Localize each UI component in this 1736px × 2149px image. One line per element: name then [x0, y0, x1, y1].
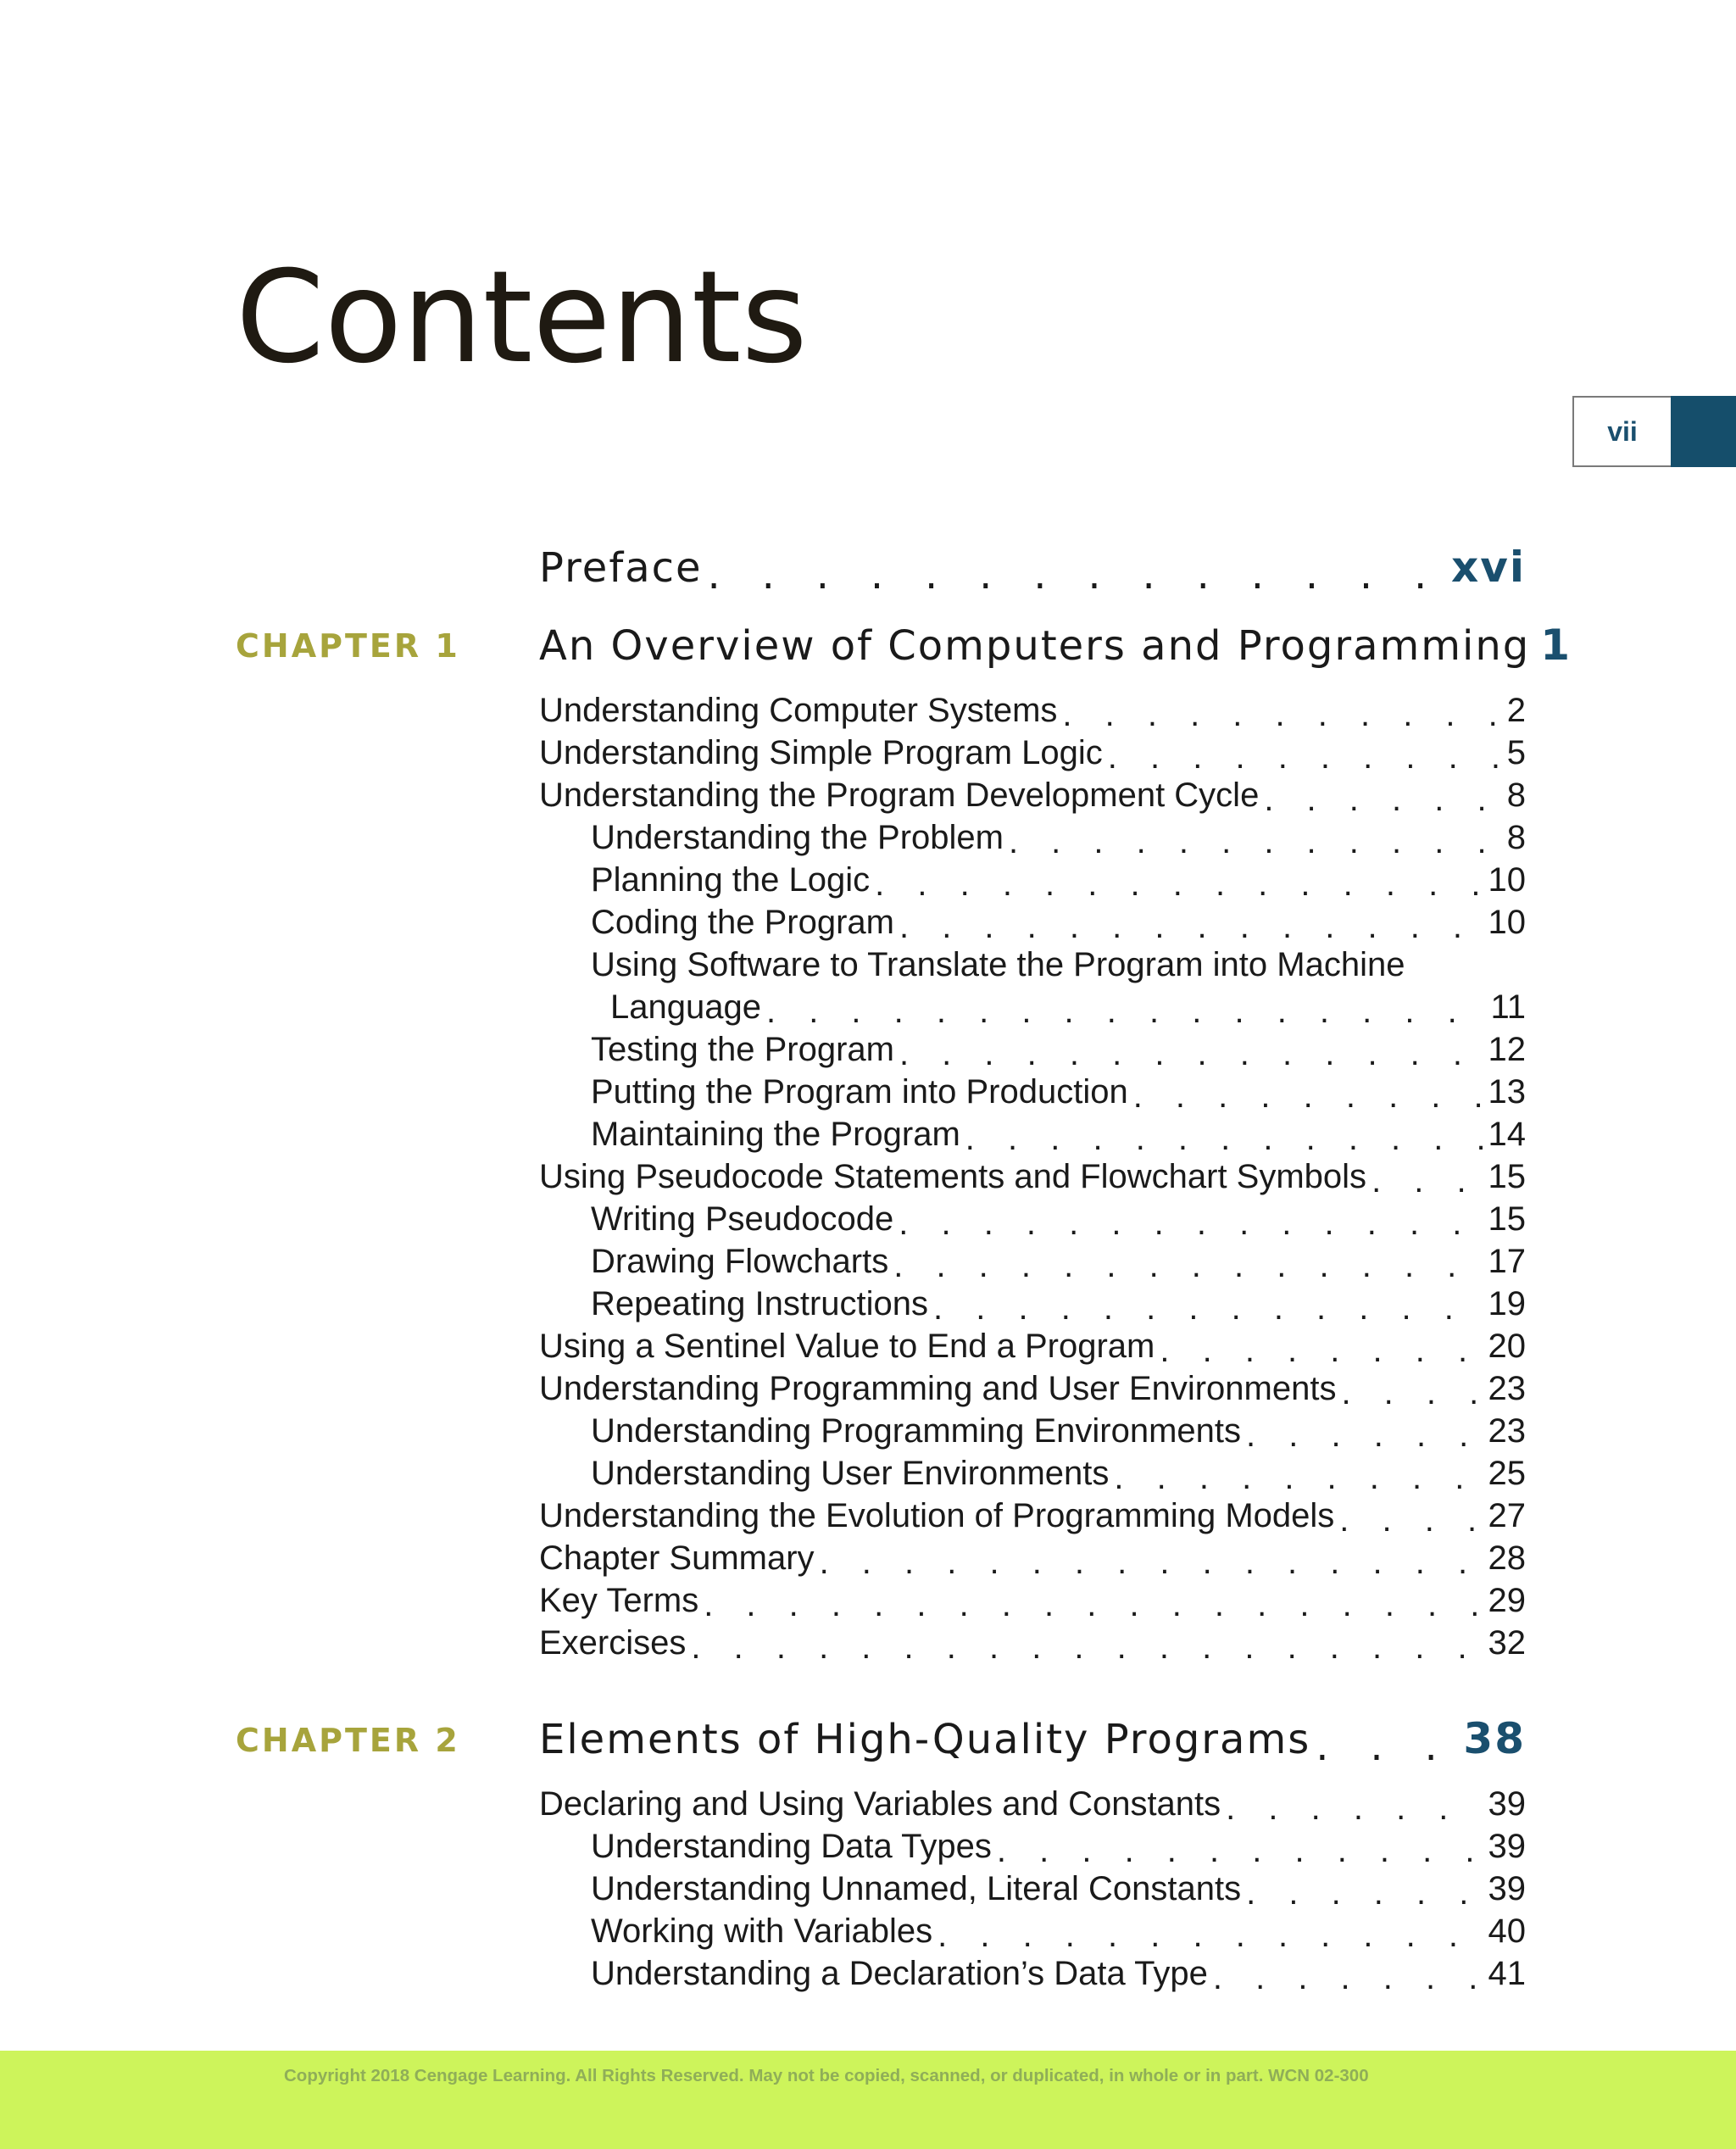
leader-dots	[1316, 1723, 1458, 1763]
toc-entry[interactable]	[539, 1154, 1526, 1196]
toc-entry-label: Preface	[539, 544, 703, 592]
toc-subentry[interactable]	[591, 1951, 1526, 1993]
leader-dots	[1341, 1374, 1483, 1408]
leader-dots	[1213, 1959, 1483, 1993]
toc-entry[interactable]	[539, 1620, 1526, 1662]
toc-entry-page: 10	[1488, 861, 1526, 899]
toc-subentry[interactable]	[591, 1069, 1526, 1111]
leader-dots	[965, 1120, 1483, 1154]
toc-chapter-title[interactable]	[539, 617, 1572, 670]
toc-entry-page: 1	[1540, 621, 1572, 670]
toc-subentry[interactable]	[591, 1823, 1526, 1866]
toc-entry-page: 39	[1488, 1870, 1526, 1907]
leader-dots	[899, 1035, 1483, 1069]
toc-entry-label: Testing the Program	[591, 1031, 894, 1068]
toc-entry-label: Understanding the Problem	[591, 819, 1004, 856]
toc-entry-label: Understanding Programming Environments	[591, 1412, 1242, 1450]
toc-entry-label: Maintaining the Program	[591, 1116, 960, 1153]
toc-entry-label: Working with Variables	[591, 1912, 933, 1950]
leader-dots	[1160, 1332, 1483, 1366]
page-tab-bar	[1671, 396, 1736, 467]
toc-entry-label: Drawing Flowcharts	[591, 1243, 889, 1280]
toc-entry-page: 17	[1488, 1243, 1526, 1280]
toc-entry-label: Understanding Computer Systems	[539, 692, 1058, 729]
leader-dots	[766, 993, 1486, 1027]
toc-entry-page: 38	[1463, 1714, 1526, 1763]
toc-subentry[interactable]	[591, 1866, 1526, 1908]
toc-subentry[interactable]	[591, 815, 1526, 857]
toc-entry-page: 12	[1488, 1031, 1526, 1068]
toc-entry-page: 13	[1488, 1073, 1526, 1111]
leader-dots	[938, 1917, 1483, 1951]
toc-subentry[interactable]	[591, 1908, 1526, 1951]
toc-subentry-continued[interactable]	[610, 984, 1526, 1027]
toc-entry[interactable]	[539, 1323, 1526, 1366]
leader-dots	[997, 1832, 1483, 1866]
toc-entry-page: 41	[1488, 1955, 1526, 1992]
leader-dots	[899, 1205, 1483, 1239]
toc-entry-page: 39	[1488, 1785, 1526, 1823]
page-number-tab: vii	[1572, 396, 1671, 467]
leader-dots	[1246, 1417, 1483, 1450]
leader-dots	[1264, 781, 1501, 815]
toc-entry-label: Understanding User Environments	[591, 1455, 1110, 1492]
toc-entry[interactable]	[539, 1578, 1526, 1620]
toc-entry-page: 11	[1490, 988, 1526, 1026]
toc-entry[interactable]	[539, 1366, 1526, 1408]
toc-entry-label: Declaring and Using Variables and Constants	[539, 1785, 1221, 1823]
toc-entry-label: Exercises	[539, 1624, 687, 1662]
toc-entry-page: 2	[1506, 692, 1526, 729]
chapter-label: CHAPTER 2	[236, 1722, 460, 1759]
toc-entry-label: Language	[610, 988, 761, 1026]
toc-entry[interactable]	[539, 730, 1526, 772]
toc-entry-page: 28	[1488, 1539, 1526, 1577]
toc-entry-label: Understanding Programming and User Environments	[539, 1370, 1337, 1407]
toc-entry-page: 5	[1506, 734, 1526, 771]
toc-entry-label: Repeating Instructions	[591, 1285, 929, 1322]
toc-preface[interactable]	[539, 539, 1526, 592]
leader-dots	[1246, 1874, 1483, 1908]
toc-subentry[interactable]	[591, 899, 1526, 942]
leader-dots	[893, 1247, 1483, 1281]
leader-dots	[933, 1289, 1483, 1323]
toc-entry-page: 20	[1488, 1328, 1526, 1365]
leader-dots	[1226, 1790, 1483, 1823]
leader-dots	[1339, 1501, 1483, 1535]
toc-entry-label: Using a Sentinel Value to End a Program	[539, 1328, 1155, 1365]
leader-dots	[708, 551, 1446, 592]
toc-entry-label: Understanding Unnamed, Literal Constants	[591, 1870, 1242, 1907]
toc-entry[interactable]	[539, 1493, 1526, 1535]
toc-entry-page: 14	[1488, 1116, 1526, 1153]
toc-entry[interactable]	[539, 1535, 1526, 1578]
toc-entry-label: Key Terms	[539, 1582, 699, 1619]
toc-subentry[interactable]	[591, 1111, 1526, 1154]
toc-entry-label: An Overview of Computers and Programming	[539, 622, 1531, 670]
toc-chapter-title[interactable]	[539, 1711, 1526, 1763]
toc-subentry[interactable]	[591, 857, 1526, 899]
leader-dots	[691, 1628, 1483, 1662]
leader-dots	[875, 866, 1483, 899]
toc-entry-label: Using Pseudocode Statements and Flowchart Symbols	[539, 1158, 1367, 1195]
toc-entry[interactable]	[539, 1781, 1526, 1823]
leader-dots	[899, 908, 1483, 942]
toc-subentry[interactable]	[591, 1196, 1526, 1239]
toc-entry-label: Using Software to Translate the Program into Machine	[591, 946, 1405, 983]
toc-entry-page: xvi	[1451, 543, 1526, 592]
page-title: Contents	[236, 244, 808, 392]
toc-entry[interactable]	[539, 772, 1526, 815]
toc-subentry[interactable]	[591, 1027, 1526, 1069]
toc-entry-page: 27	[1488, 1497, 1526, 1534]
toc-entry-page: 40	[1488, 1912, 1526, 1950]
toc-entry-label: Understanding Simple Program Logic	[539, 734, 1103, 771]
toc-subentry[interactable]	[591, 1450, 1526, 1493]
toc-entry-page: 8	[1506, 777, 1526, 814]
toc-entry-label: Understanding a Declaration’s Data Type	[591, 1955, 1208, 1992]
leader-dots	[1372, 1162, 1483, 1196]
toc-entry-label: Putting the Program into Production	[591, 1073, 1128, 1111]
toc-entry[interactable]	[539, 688, 1526, 730]
toc-entry-page: 23	[1488, 1412, 1526, 1450]
toc-entry-page: 25	[1488, 1455, 1526, 1492]
toc-entry-label: Planning the Logic	[591, 861, 871, 899]
toc-subentry[interactable]	[591, 942, 1526, 984]
toc-entry-label: Writing Pseudocode	[591, 1200, 894, 1238]
leader-dots	[1009, 823, 1502, 857]
toc-entry-page: 39	[1488, 1828, 1526, 1865]
toc-entry-page: 8	[1506, 819, 1526, 856]
leader-dots	[1114, 1459, 1483, 1493]
toc-entry-page: 10	[1488, 904, 1526, 941]
toc-entry-label: Understanding Data Types	[591, 1828, 992, 1865]
toc-entry-label: Understanding the Program Development Cycle	[539, 777, 1260, 814]
leader-dots	[1108, 738, 1502, 772]
toc-entry-label: Chapter Summary	[539, 1539, 815, 1577]
toc-entry-page: 32	[1488, 1624, 1526, 1662]
toc-subentry[interactable]	[591, 1408, 1526, 1450]
toc-subentry[interactable]	[591, 1239, 1526, 1281]
leader-dots	[1062, 696, 1501, 730]
toc-entry-page: 15	[1488, 1158, 1526, 1195]
leader-dots	[820, 1544, 1483, 1578]
toc-entry-label: Coding the Program	[591, 904, 894, 941]
toc-entry-page: 19	[1488, 1285, 1526, 1322]
toc-entry-page: 29	[1488, 1582, 1526, 1619]
copyright-notice: Copyright 2018 Cengage Learning. All Rights Reserved. May not be copied, scanned, or duplicated, in whole or in part. WCN 02-300	[284, 2066, 1369, 2085]
chapter-label: CHAPTER 1	[236, 627, 460, 665]
leader-dots	[1133, 1077, 1483, 1111]
toc-entry-label: Understanding the Evolution of Programming Models	[539, 1497, 1335, 1534]
toc-entry-page: 23	[1488, 1370, 1526, 1407]
leader-dots	[704, 1586, 1483, 1620]
toc-subentry[interactable]	[591, 1281, 1526, 1323]
toc-entry-page: 15	[1488, 1200, 1526, 1238]
toc-entry-label: Elements of High-Quality Programs	[539, 1716, 1311, 1763]
